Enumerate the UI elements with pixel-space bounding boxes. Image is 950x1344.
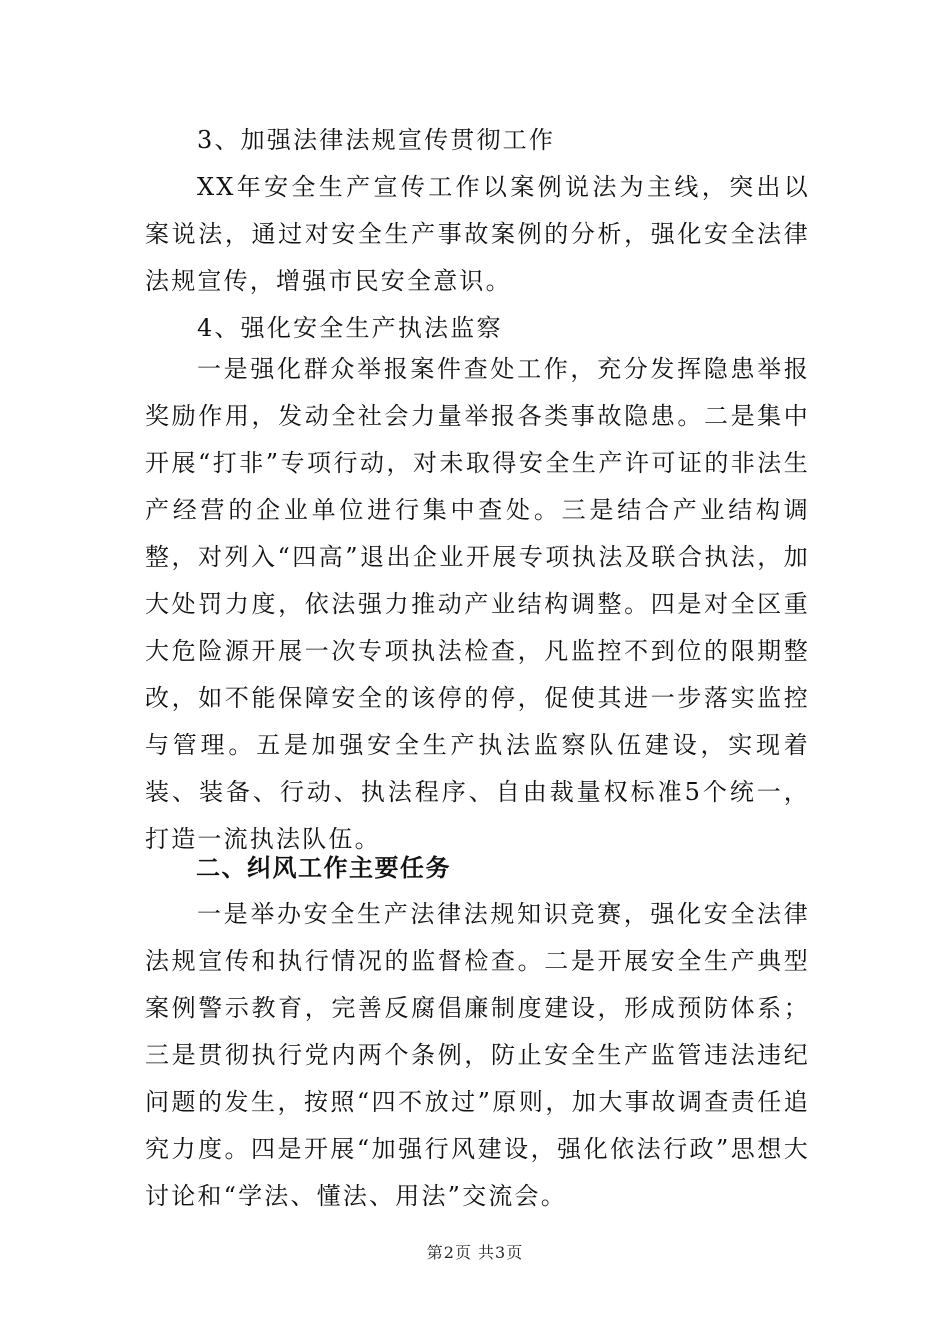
- item3-body: XX年安全生产宣传工作以案例说法为主线，突出以案说法，通过对安全生产事故案例的分析，强化安全法律法规宣传，增强市民安全意识。: [145, 173, 810, 295]
- section2-heading: 二、纠风工作主要任务: [196, 854, 451, 882]
- page-number-footer: 第2页 共3页: [426, 1243, 524, 1262]
- item3-heading: 3、加强法律法规宣传贯彻工作: [197, 126, 556, 154]
- section2-body: 一是举办安全生产法律法规知识竞赛，强化安全法律法规宣传和执行情况的监督检查。二是开展安全生产典型案例警示教育，完善反腐倡廉制度建设，形成预防体系；三是贯彻执行党内两个条例，防止安全生产监管违法违纪问题的发生，按照“四不放过”原则，加大事故调查责任追究力度。四是开展“加强行风建设，强化依法行政”思想大讨论和“学法、懂法、用法”交流会。: [145, 900, 810, 1210]
- item4-heading: 4、强化安全生产执法监察: [197, 314, 503, 342]
- item4-body: 一是强化群众举报案件查处工作，充分发挥隐患举报奖励作用，发动全社会力量举报各类事故隐患。二是集中开展“打非”专项行动，对未取得安全生产许可证的非法生产经营的企业单位进行集中查处。三是结合产业结构调整，对列入“四高”退出企业开展专项执法及联合执法，加大处罚力度，依法强力推动产业结构调整。四是对全区重大危险源开展一次专项执法检查，凡监控不到位的限期整改，如不能保障安全的该停的停，促使其进一步落实监控与管理。五是加强安全生产执法监察队伍建设，实现着装、装备、行动、执法程序、自由裁量权标准5个统一，打造一流执法队伍。: [145, 355, 810, 853]
